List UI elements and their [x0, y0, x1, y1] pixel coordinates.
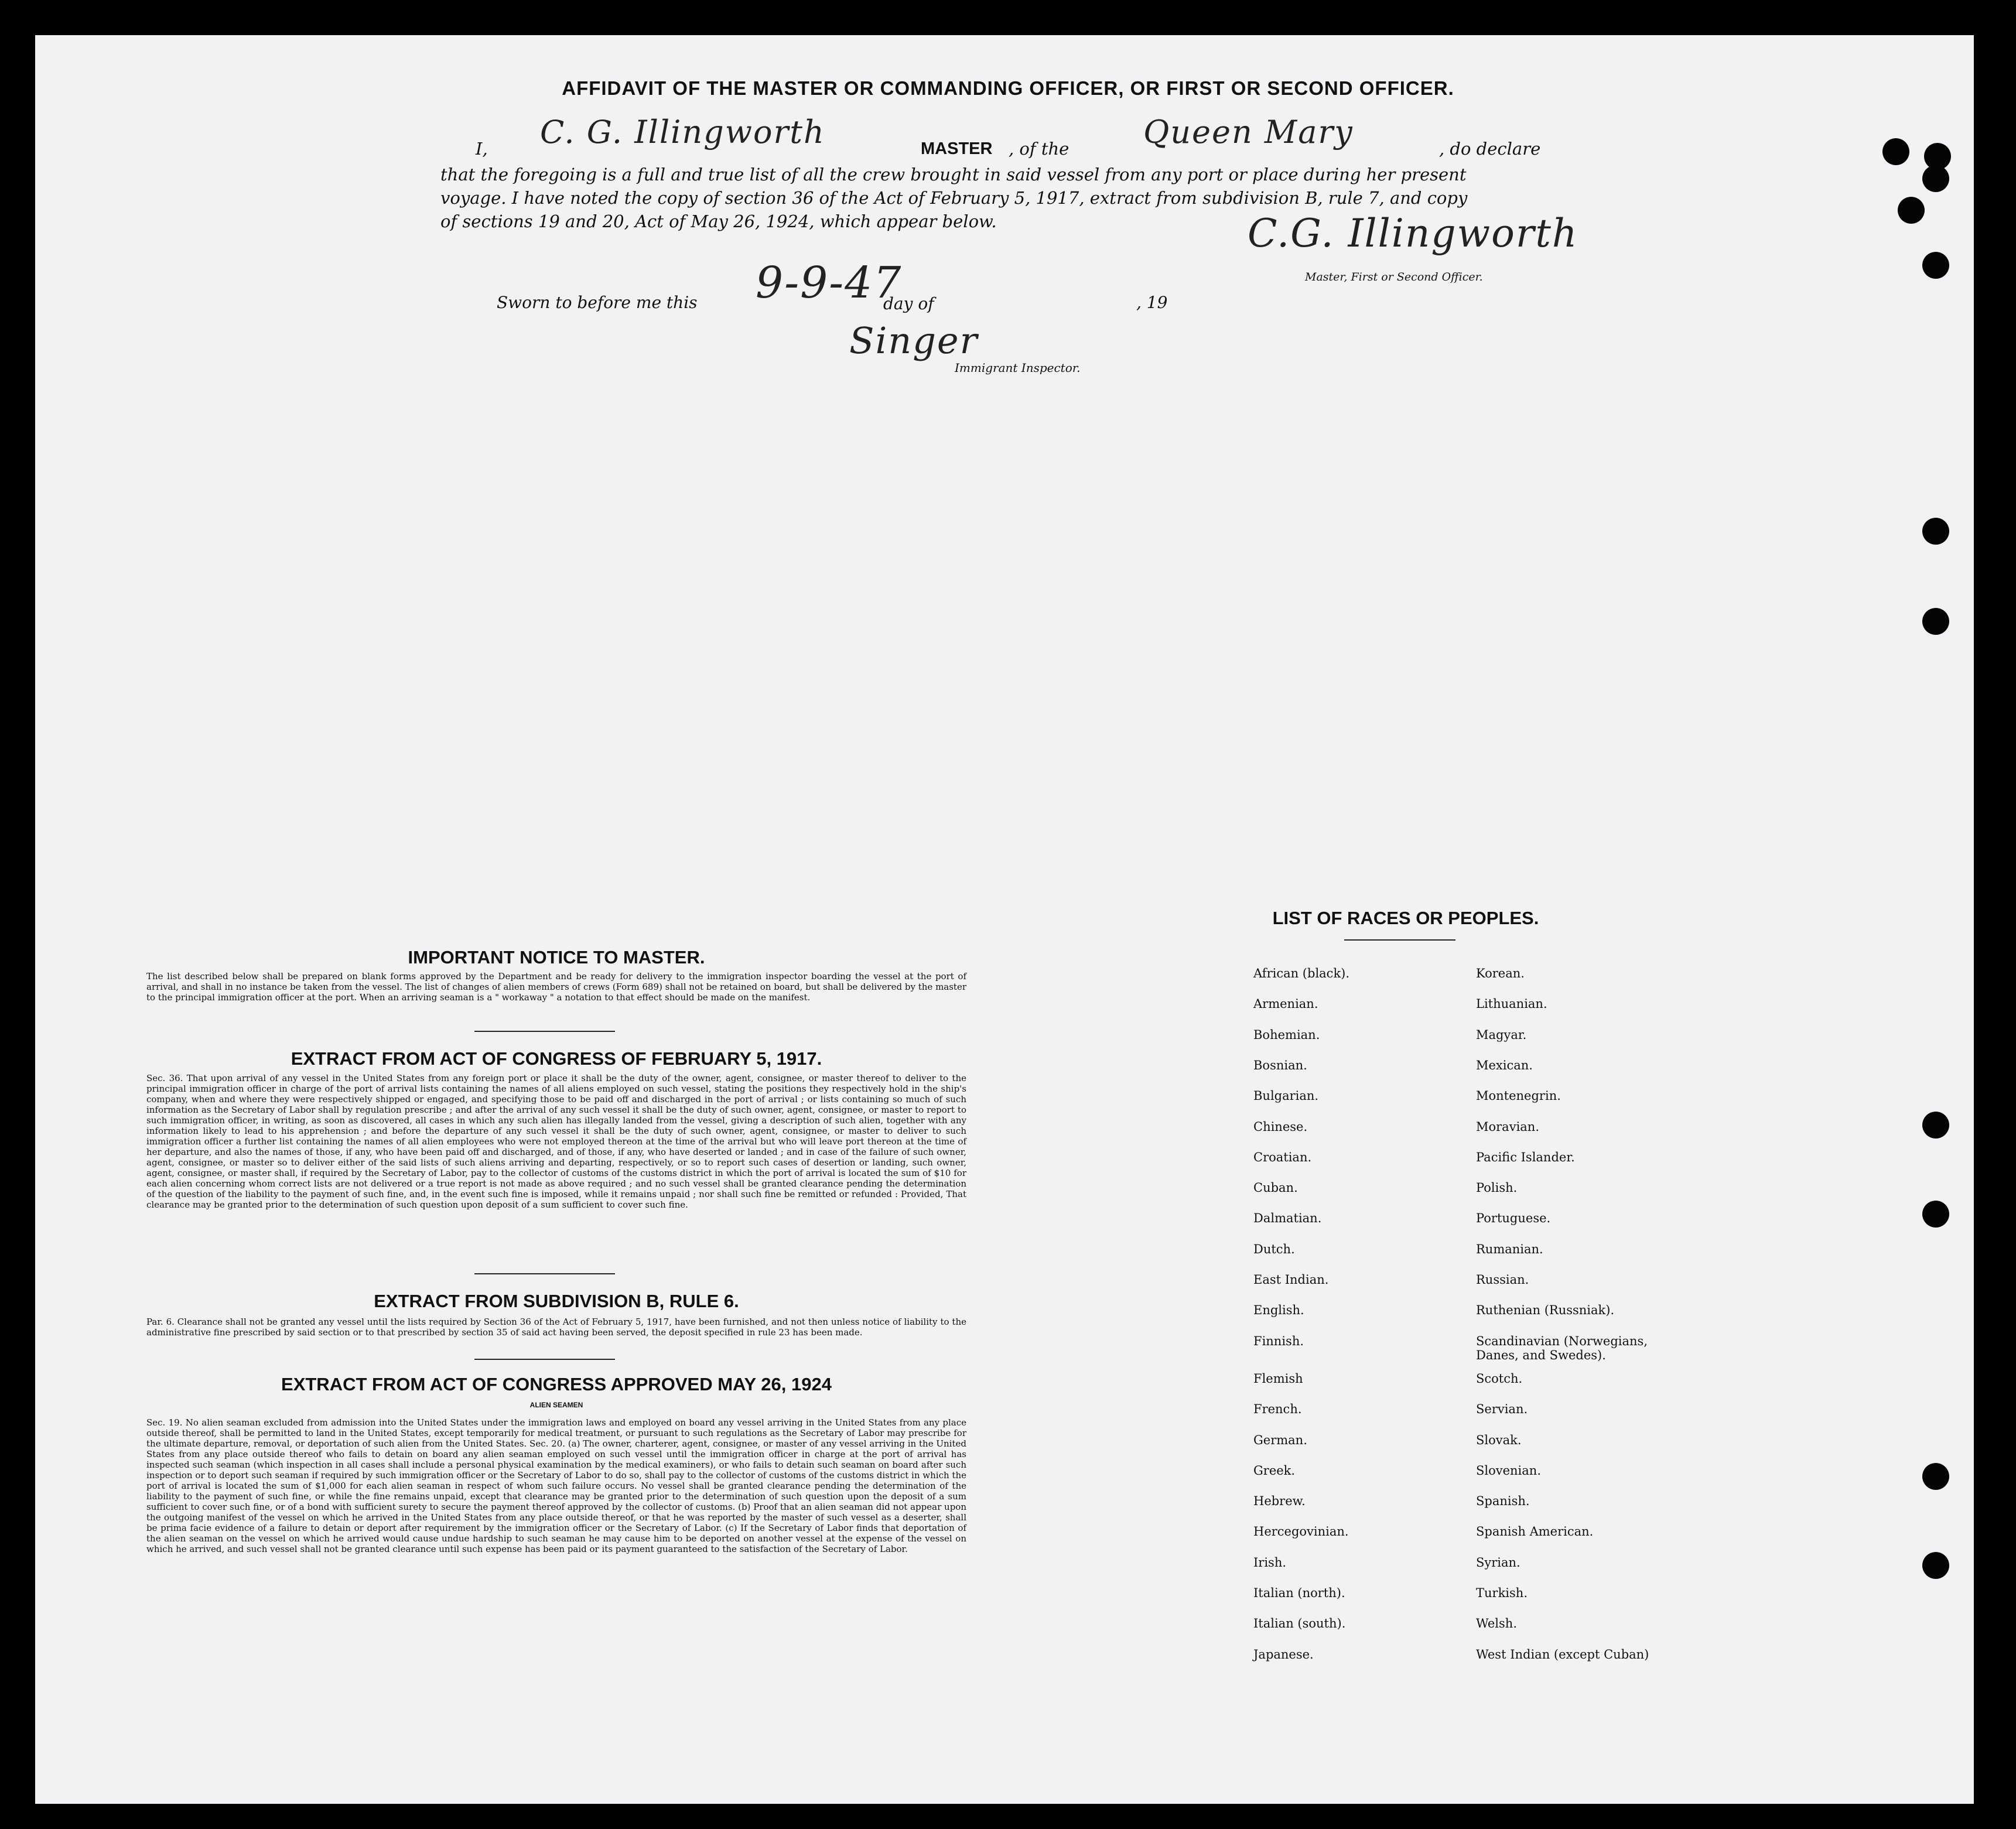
race-item: Cuban.: [1253, 1181, 1298, 1195]
inspector-caption: Immigrant Inspector.: [955, 361, 1081, 375]
master-name-handwritten: C. G. Illingworth: [540, 114, 825, 151]
notice-body: The list described below shall be prepared on blank forms approved by the Department and be ready for delivery to the immigration inspector boarding the vessel at the port of arrival, and shall in no instance be taken from the vessel. The list of changes of alien members of crews (Form 689) shall not be retained on board, but shall be delivered by the master to the principal immigration officer at the port. When an arriving seaman is a " workaway " a notation to that effect should be made on the manifest.: [146, 971, 967, 1003]
extract-1924-body: Sec. 19. No alien seaman excluded from admission into the United States under the immigration laws and employed on board any vessel arriving in the United States from any place outside thereof, shall be permitted to land in the United States, except temporarily for medical treatment, or pursuant to such regulations as the Secretary of Labor may prescribe for the ultimate departure, removal, or deportation of such alien from the United States. Sec. 20. (a) The owner, charterer, agent, consignee, or master of any vessel arriving in the United States from any place outside thereof who fails to detain on board any alien seaman employed on such vessel until the immigration officer in charge at the port of arrival has inspected such seaman (which inspection in all cases shall include a personal physical examination by the medical examiners), or who fails to detain such seaman on board after such inspection or to deport such seaman if required by such immigration officer or the Secretary of Labor to do so, shall pay to the collector of customs of the customs district in which the port of arrival is located the sum of $1,000 for each alien seaman in respect of whom such failure occurs. No vessel shall be granted clearance pending the determination of the liability to the payment of such fine, or while the fine remains unpaid, except that clearance may be granted prior to the determination of such question upon the deposit of a sum sufficient to cover such fine, or of a bond with sufficient surety to secure the payment thereof approved by the collector of customs. (b) Proof that an alien seaman did not appear upon the outgoing manifest of the vessel on which he arrived in the United States from any place outside thereof, or that he was reported by the master of such vessel as a deserter, shall be prima facie evidence of a failure to detain or deport after requirement by the immigration officer or the Secretary of Labor. (c) If the Secretary of Labor finds that deportation of the alien seaman on the vessel on which he arrived would cause undue hardship to such seaman he may cause him to be deported on another vessel at the expense of the vessel on which he arrived, and such vessel shall not be granted clearance until such expense has been paid or its payment guaranteed to the satisfaction of the Secretary of Labor.: [146, 1417, 966, 1554]
race-item: Lithuanian.: [1476, 997, 1547, 1011]
race-item: Turkish.: [1476, 1586, 1528, 1600]
race-item: Portuguese.: [1476, 1211, 1551, 1226]
divider: [474, 1273, 615, 1274]
punch-hole: [1922, 165, 1949, 192]
race-item: Ruthenian (Russniak).: [1476, 1303, 1615, 1318]
punch-hole: [1898, 197, 1925, 224]
race-item: French.: [1253, 1402, 1302, 1417]
extract-rule-heading: EXTRACT FROM SUBDIVISION B, RULE 6.: [374, 1291, 739, 1311]
do-declare-label: , do declare: [1439, 139, 1541, 159]
year-label: , 19: [1136, 293, 1168, 312]
race-item: Montenegrin.: [1476, 1089, 1561, 1103]
declaration-line-2: that the foregoing is a full and true list of all the crew brought in said vessel from any port or place during her present: [440, 165, 1467, 184]
race-item: Flemish: [1253, 1371, 1303, 1386]
race-item: East Indian.: [1253, 1273, 1329, 1287]
race-item: Hebrew.: [1253, 1494, 1306, 1509]
race-item: Finnish.: [1253, 1334, 1304, 1348]
race-item: Syrian.: [1476, 1555, 1520, 1570]
race-item: Korean.: [1476, 966, 1525, 980]
race-item: Spanish American.: [1476, 1524, 1594, 1539]
race-item: Bulgarian.: [1253, 1089, 1319, 1103]
declaration-line-3: voyage. I have noted the copy of section 36 of the Act of February 5, 1917, extract from subdivision B, rule 7, and copy: [440, 188, 1468, 208]
extract-1917-heading: EXTRACT FROM ACT OF CONGRESS OF FEBRUARY 5, 1917.: [291, 1048, 822, 1069]
race-item: Servian.: [1476, 1402, 1528, 1417]
race-item: Japanese.: [1253, 1647, 1314, 1662]
divider: [474, 1031, 615, 1032]
extract-1917-body: Sec. 36. That upon arrival of any vessel in the United States from any foreign port or place it shall be the duty of the owner, agent, consignee, or master thereof to deliver to the principal immigration officer in charge of the port of arrival lists containing the names of all aliens employed on such vessel, stating the positions they respectively hold in the ship's company, when and where they were respectively shipped or engaged, and specifying those to be paid off and discharged in the port of arrival ; or lists containing so much of such information as the Secretary of Labor shall by regulation prescribe ; and after the arrival of any such vessel it shall be the duty of such owner, agent, consignee, or master to report to such immigration officer, in writing, as soon as discovered, all cases in which any such alien has illegally landed from the vessel, giving a description of such alien, together with any information likely to lead to his apprehension ; and before the departure of any such vessel it shall be the duty of such owner, agent, consignee, or master to deliver to such immigration officer a further list containing the names of all alien employees who were not employed thereon at the time of the arrival but who will leave port thereon at the time of her departure, and also the names of those, if any, who have been paid off and discharged, and of those, if any, who have deserted or landed ; and in case of the failure of such owner, agent, consignee, or master so to deliver either of the said lists of such aliens arriving and departing, respectively, or so to report such cases of desertion or landing, such owner, agent, consignee, or master shall, if required by the Secretary of Labor, pay to the collector of customs of the customs district in which the port of arrival is located the sum of $10 for each alien concerning whom correct lists are not delivered or a true report is not made as above required ; and no such vessel shall be granted clearance pending the determination of the question of the liability to the payment of such fine, and, in the event such fine is imposed, while it remains unpaid ; nor shall such fine be remitted or refunded : Provided, That clearance may be granted prior to the determination of such question upon deposit of a sum sufficient to cover such fine.: [146, 1073, 966, 1210]
race-item: Scandinavian (Norwegians, Danes, and Swedes).: [1476, 1334, 1648, 1362]
master-label: MASTER: [921, 139, 993, 158]
race-item: Slovak.: [1476, 1433, 1522, 1447]
race-item: Italian (north).: [1253, 1586, 1345, 1600]
race-item: Slovenian.: [1476, 1463, 1541, 1478]
day-of-label: day of: [883, 294, 934, 313]
i-label: I,: [476, 139, 488, 159]
declaration-line-1: [440, 114, 1553, 162]
race-item: Moravian.: [1476, 1119, 1540, 1134]
punch-hole: [1882, 138, 1909, 165]
race-item: German.: [1253, 1433, 1307, 1447]
race-item: Polish.: [1476, 1181, 1518, 1195]
race-item: Russian.: [1476, 1273, 1529, 1287]
race-item: English.: [1253, 1303, 1304, 1318]
extract-1924-heading: EXTRACT FROM ACT OF CONGRESS APPROVED MAY 26, 1924: [281, 1374, 832, 1394]
race-item: Italian (south).: [1253, 1616, 1346, 1631]
race-item: Dalmatian.: [1253, 1211, 1322, 1226]
race-item: African (black).: [1253, 966, 1350, 980]
race-item: Spanish.: [1476, 1494, 1530, 1509]
extract-1924-subheading: ALIEN SEAMEN: [529, 1401, 583, 1409]
divider: [474, 1359, 615, 1360]
races-heading: LIST OF RACES OR PEOPLES.: [1272, 908, 1539, 928]
punch-hole: [1922, 608, 1949, 635]
master-signature-caption: Master, First or Second Officer.: [1305, 271, 1483, 283]
race-item: Chinese.: [1253, 1119, 1308, 1134]
affidavit-title: AFFIDAVIT OF THE MASTER OR COMMANDING OFFICER, OR FIRST OR SECOND OFFICER.: [562, 77, 1454, 99]
divider: [1344, 939, 1455, 941]
sworn-label: Sworn to before me this: [497, 293, 698, 312]
race-item: West Indian (except Cuban): [1476, 1647, 1649, 1662]
punch-hole: [1922, 1201, 1949, 1228]
race-item: Mexican.: [1476, 1058, 1533, 1072]
declaration-line-4: of sections 19 and 20, Act of May 26, 1924, which appear below.: [440, 211, 997, 231]
notice-heading: IMPORTANT NOTICE TO MASTER.: [408, 947, 705, 968]
punch-hole: [1922, 1552, 1949, 1579]
vessel-name-handwritten: Queen Mary: [1143, 114, 1354, 151]
punch-hole: [1922, 1463, 1949, 1490]
race-item: Scotch.: [1476, 1371, 1523, 1386]
of-the-label: , of the: [1009, 139, 1069, 159]
race-item: Dutch.: [1253, 1242, 1295, 1256]
punch-hole: [1922, 252, 1949, 279]
race-item: Greek.: [1253, 1463, 1296, 1478]
race-item: Bohemian.: [1253, 1027, 1320, 1042]
inspector-signature: Singer: [849, 319, 979, 362]
race-item: Pacific Islander.: [1476, 1150, 1575, 1164]
punch-hole: [1922, 1112, 1949, 1139]
master-signature: C.G. Illingworth: [1248, 211, 1578, 256]
race-item: Irish.: [1253, 1555, 1287, 1570]
race-item: Bosnian.: [1253, 1058, 1307, 1072]
race-item: Rumanian.: [1476, 1242, 1543, 1256]
race-item: Hercegovinian.: [1253, 1524, 1349, 1539]
punch-hole: [1922, 518, 1949, 545]
race-item: Welsh.: [1476, 1616, 1517, 1631]
race-item: Croatian.: [1253, 1150, 1312, 1164]
extract-rule-body: Par. 6. Clearance shall not be granted any vessel until the lists required by Section 36 of the Act of February 5, 1917, have been furnished, and not then unless notice of liability to the administrative fine prescribed by said section or to that prescribed by section 35 of said act having been served, the deposit specified in rule 23 has been made.: [146, 1317, 966, 1338]
sworn-date-handwritten: 9-9-47: [756, 258, 903, 308]
race-item: Armenian.: [1253, 997, 1318, 1011]
race-item: Magyar.: [1476, 1027, 1527, 1042]
